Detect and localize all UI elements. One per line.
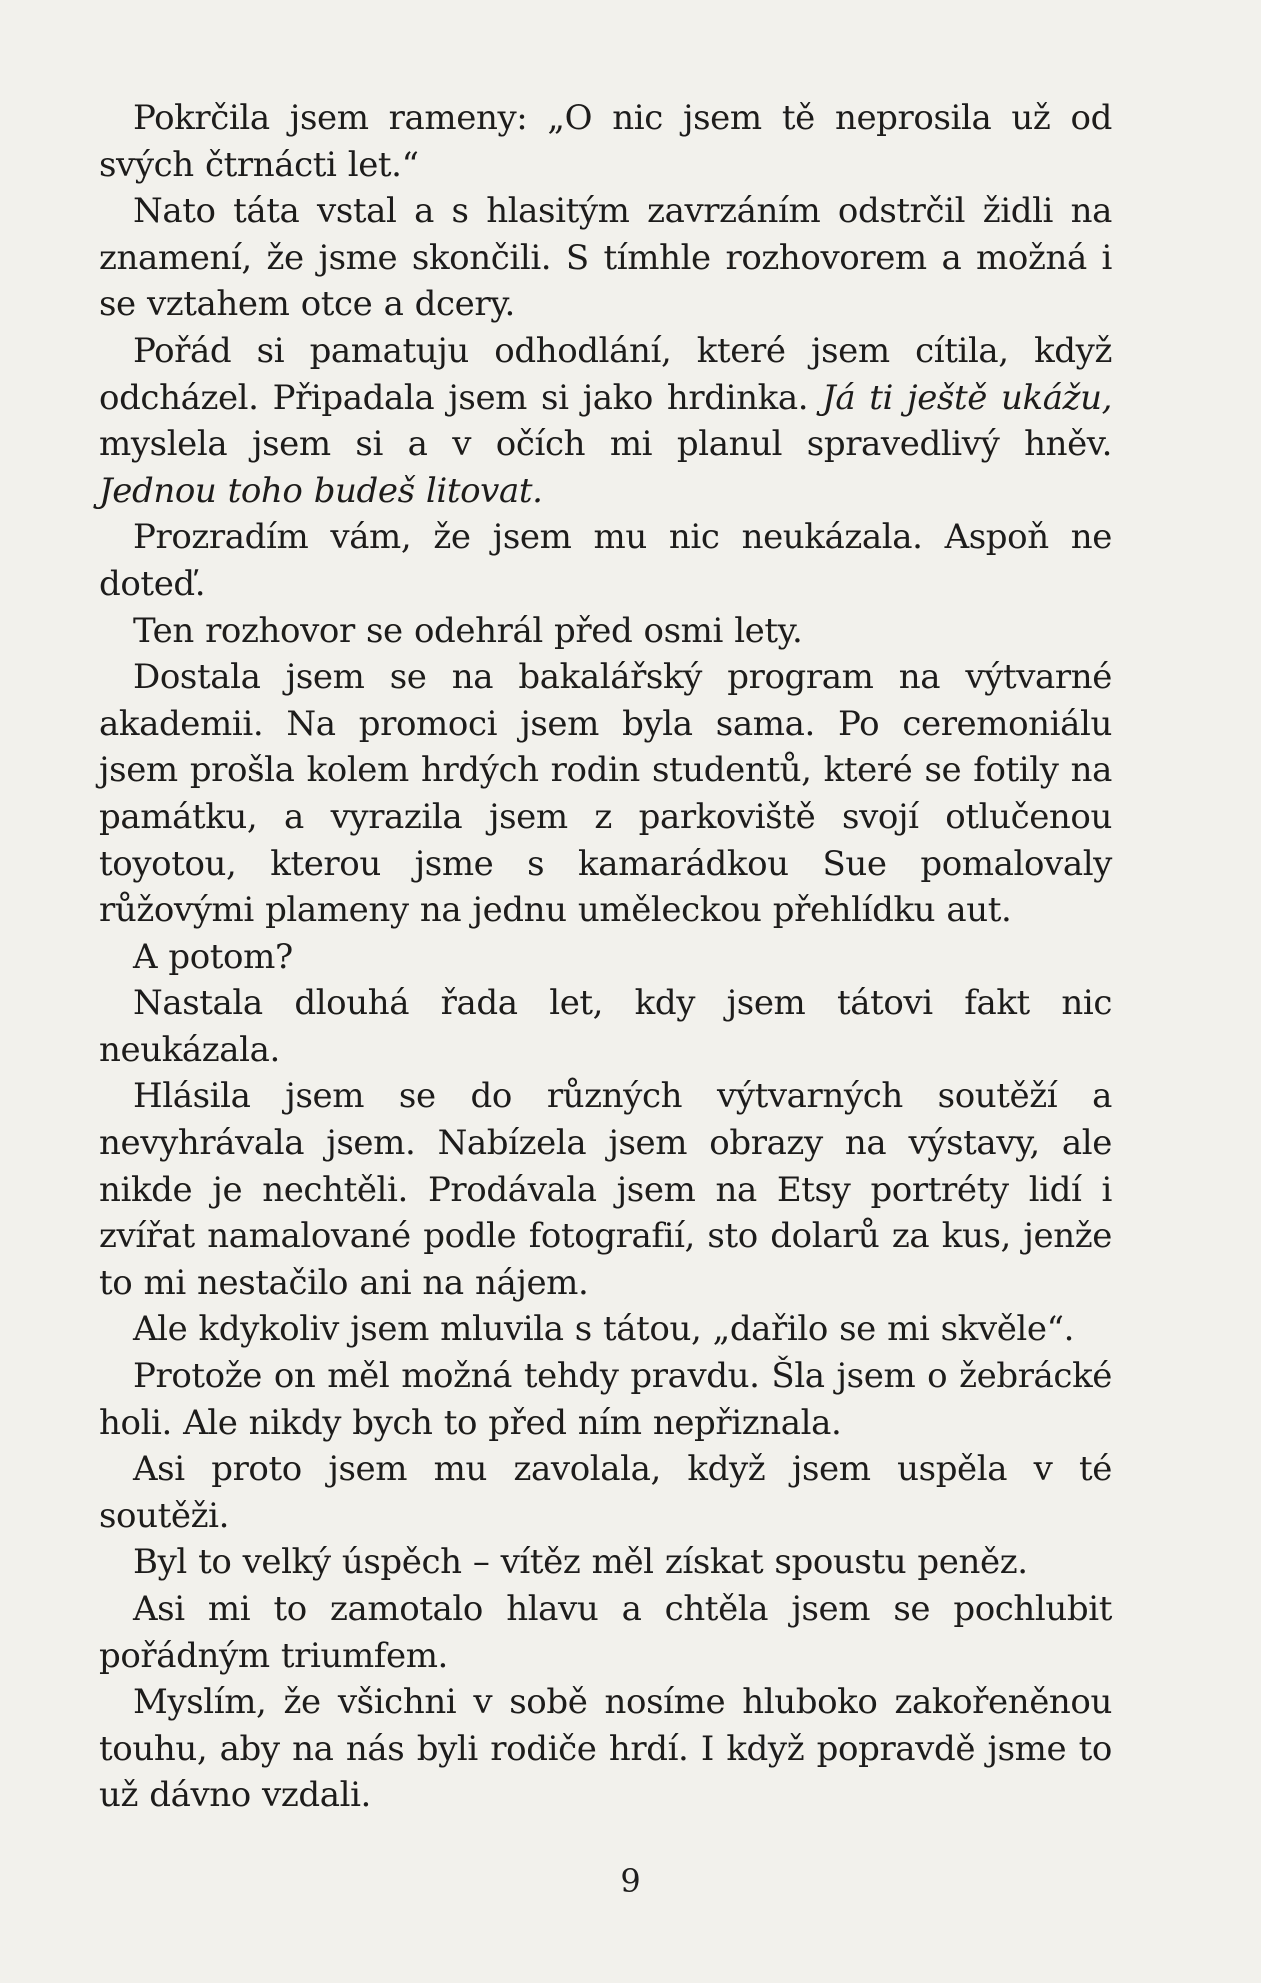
paragraph-5: Ten rozhovor se odehrál před osmi lety.: [133, 610, 803, 651]
paragraph-4: Prozradím vám, že jsem mu nic neukázala. Aspoň ne doteď.: [99, 517, 1112, 604]
paragraph-1: Pokrčila jsem rameny: „O nic jsem tě neprosila už od svých čtrnácti let.“: [99, 98, 1112, 185]
paragraph-14: Asi mi to zamotalo hlavu a chtěla jsem se pochlubit pořádným triumfem.: [99, 1589, 1112, 1676]
paragraph-6: Dostala jsem se na bakalářský program na výtvarné akademii. Na promoci jsem byla sama. Po ceremoniálu jsem prošla kolem hrdých rodin studentů, které se fotily na památku, a vyrazila jsem z parkoviště svojí otlučenou toyotou, kterou jsme s kamarádkou Sue pomalovaly růžovými plameny na jednu uměleckou přehlídku aut.: [99, 657, 1112, 931]
paragraph-3-text-start: Pořád si pamatuju odhodlání, které jsem cítila, když odcházel. Připadala jsem si jako hrdinka.: [99, 330, 1112, 418]
paragraph-3-italic-quote-1: Já ti ještě ukážu,: [822, 377, 1112, 418]
page-number: 9: [620, 1862, 641, 1900]
paragraph-3: [99, 328, 1112, 514]
paragraph-12: Asi proto jsem mu zavolala, když jsem uspěla v té soutěži.: [99, 1449, 1112, 1536]
paragraph-2: Nato táta vstal a s hlasitým zavrzáním odstrčil židli na znamení, že jsme skončili. S tímhle rozhovorem a možná i se vztahem otce a dcery.: [99, 191, 1112, 325]
paragraph-8: Nastala dlouhá řada let, kdy jsem tátovi fakt nic neukázala.: [99, 983, 1112, 1070]
paragraph-9: Hlásila jsem se do různých výtvarných soutěží a nevyhrávala jsem. Nabízela jsem obrazy na výstavy, ale nikde je nechtěli. Prodávala jsem na Etsy portréty lidí i zvířat namalované podle fotografií, sto dolarů za kus, jenže to mi nestačilo ani na nájem.: [99, 1076, 1112, 1303]
paragraph-10: Ale kdykoliv jsem mluvila s tátou, „dařilo se mi skvěle“.: [133, 1309, 1074, 1350]
paragraph-13: Byl to velký úspěch – vítěz měl získat spoustu peněz.: [133, 1542, 1028, 1583]
paragraph-15: Myslím, že všichni v sobě nosíme hluboko zakořeněnou touhu, aby na nás byli rodiče hrdí. I když popravdě jsme to už dávno vzdali.: [99, 1682, 1112, 1816]
paragraph-7: A potom?: [133, 936, 293, 977]
paragraph-11: Protože on měl možná tehdy pravdu. Šla jsem o žebrácké holi. Ale nikdy bych to před ním nepřiznala.: [99, 1356, 1112, 1443]
paragraph-3-italic-quote-2: Jednou toho budeš litovat.: [99, 470, 543, 511]
body-text: [99, 95, 1112, 1819]
paragraph-3-text-middle: myslela jsem si a v očích mi planul spravedlivý hněv.: [99, 424, 1112, 465]
